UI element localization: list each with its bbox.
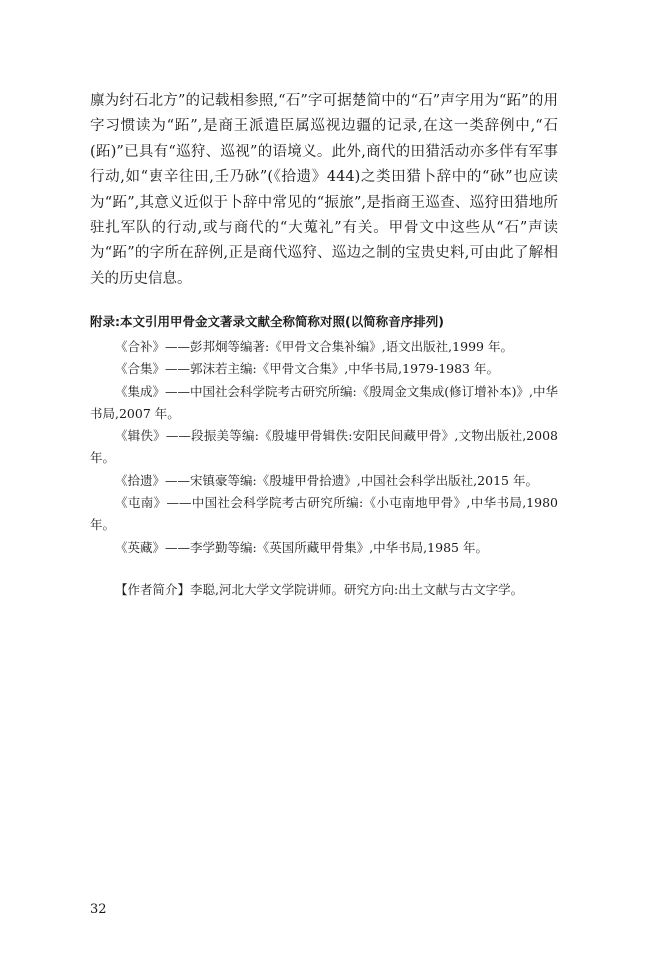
body-text: [90, 89, 558, 292]
reference-item: 《辑佚》——段振美等编:《殷墟甲骨辑佚:安阳民间藏甲骨》,文物出版社,2008 年。: [90, 428, 558, 466]
reference-item: 《屯南》——中国社会科学院考古研究所编:《小屯南地甲骨》,中华书局,1980 年。: [90, 495, 558, 533]
author-note: 【作者简介】李聪,河北大学文学院讲师。研究方向:出土文献与古文字学。: [115, 582, 524, 597]
reference-item: 《集成》——中国社会科学院考古研究所编:《殷周金文集成(修订增补本)》,中华书局,2007 年。: [90, 383, 558, 421]
reference-list: [90, 336, 558, 559]
reference-item: 《英藏》——李学勤等编:《英国所藏甲骨集》,中华书局,1985 年。: [115, 539, 488, 555]
body-paragraph: 廪为纣石北方”的记载相参照,“石”字可据楚简中的“石”声字用为“跖”的用字习惯读为“跖”,是商王派遣臣属巡视边疆的记录,在这一类辞例中,“石(跖)”已具有“巡狩、巡视”的语境义。此外,商代的田猎活动亦多伴有军事行动,如“叀辛往田,壬乃砅”(《拾遗》444)之类田猎卜辞中的“砅”也应读为“跖”,其意义近似于卜辞中常见的“振旅”,是指商王巡查、巡狩田猎地所驻扎军队的行动,或与商代的“大蒐礼”有关。甲骨文中这些从“石”声读为“跖”的字所在辞例,正是商代巡狩、巡边之制的宝贵史料,可由此了解相关的历史信息。: [90, 93, 558, 287]
reference-item: 《合补》——彭邦炯等编著:《甲骨文合集补编》,语文出版社,1999 年。: [115, 339, 513, 354]
reference-item: 《合集》——郭沫若主编:《甲骨文合集》,中华书局,1979-1983 年。: [115, 361, 499, 377]
appendix-title: 附录:本文引用甲骨金文著录文献全称简称对照(以简称音序排列): [90, 314, 444, 329]
reference-item: 《拾遗》——宋镇豪等编:《殷墟甲骨拾遗》,中国社会科学出版社,2015 年。: [115, 472, 538, 488]
page-number: 32: [90, 902, 107, 917]
